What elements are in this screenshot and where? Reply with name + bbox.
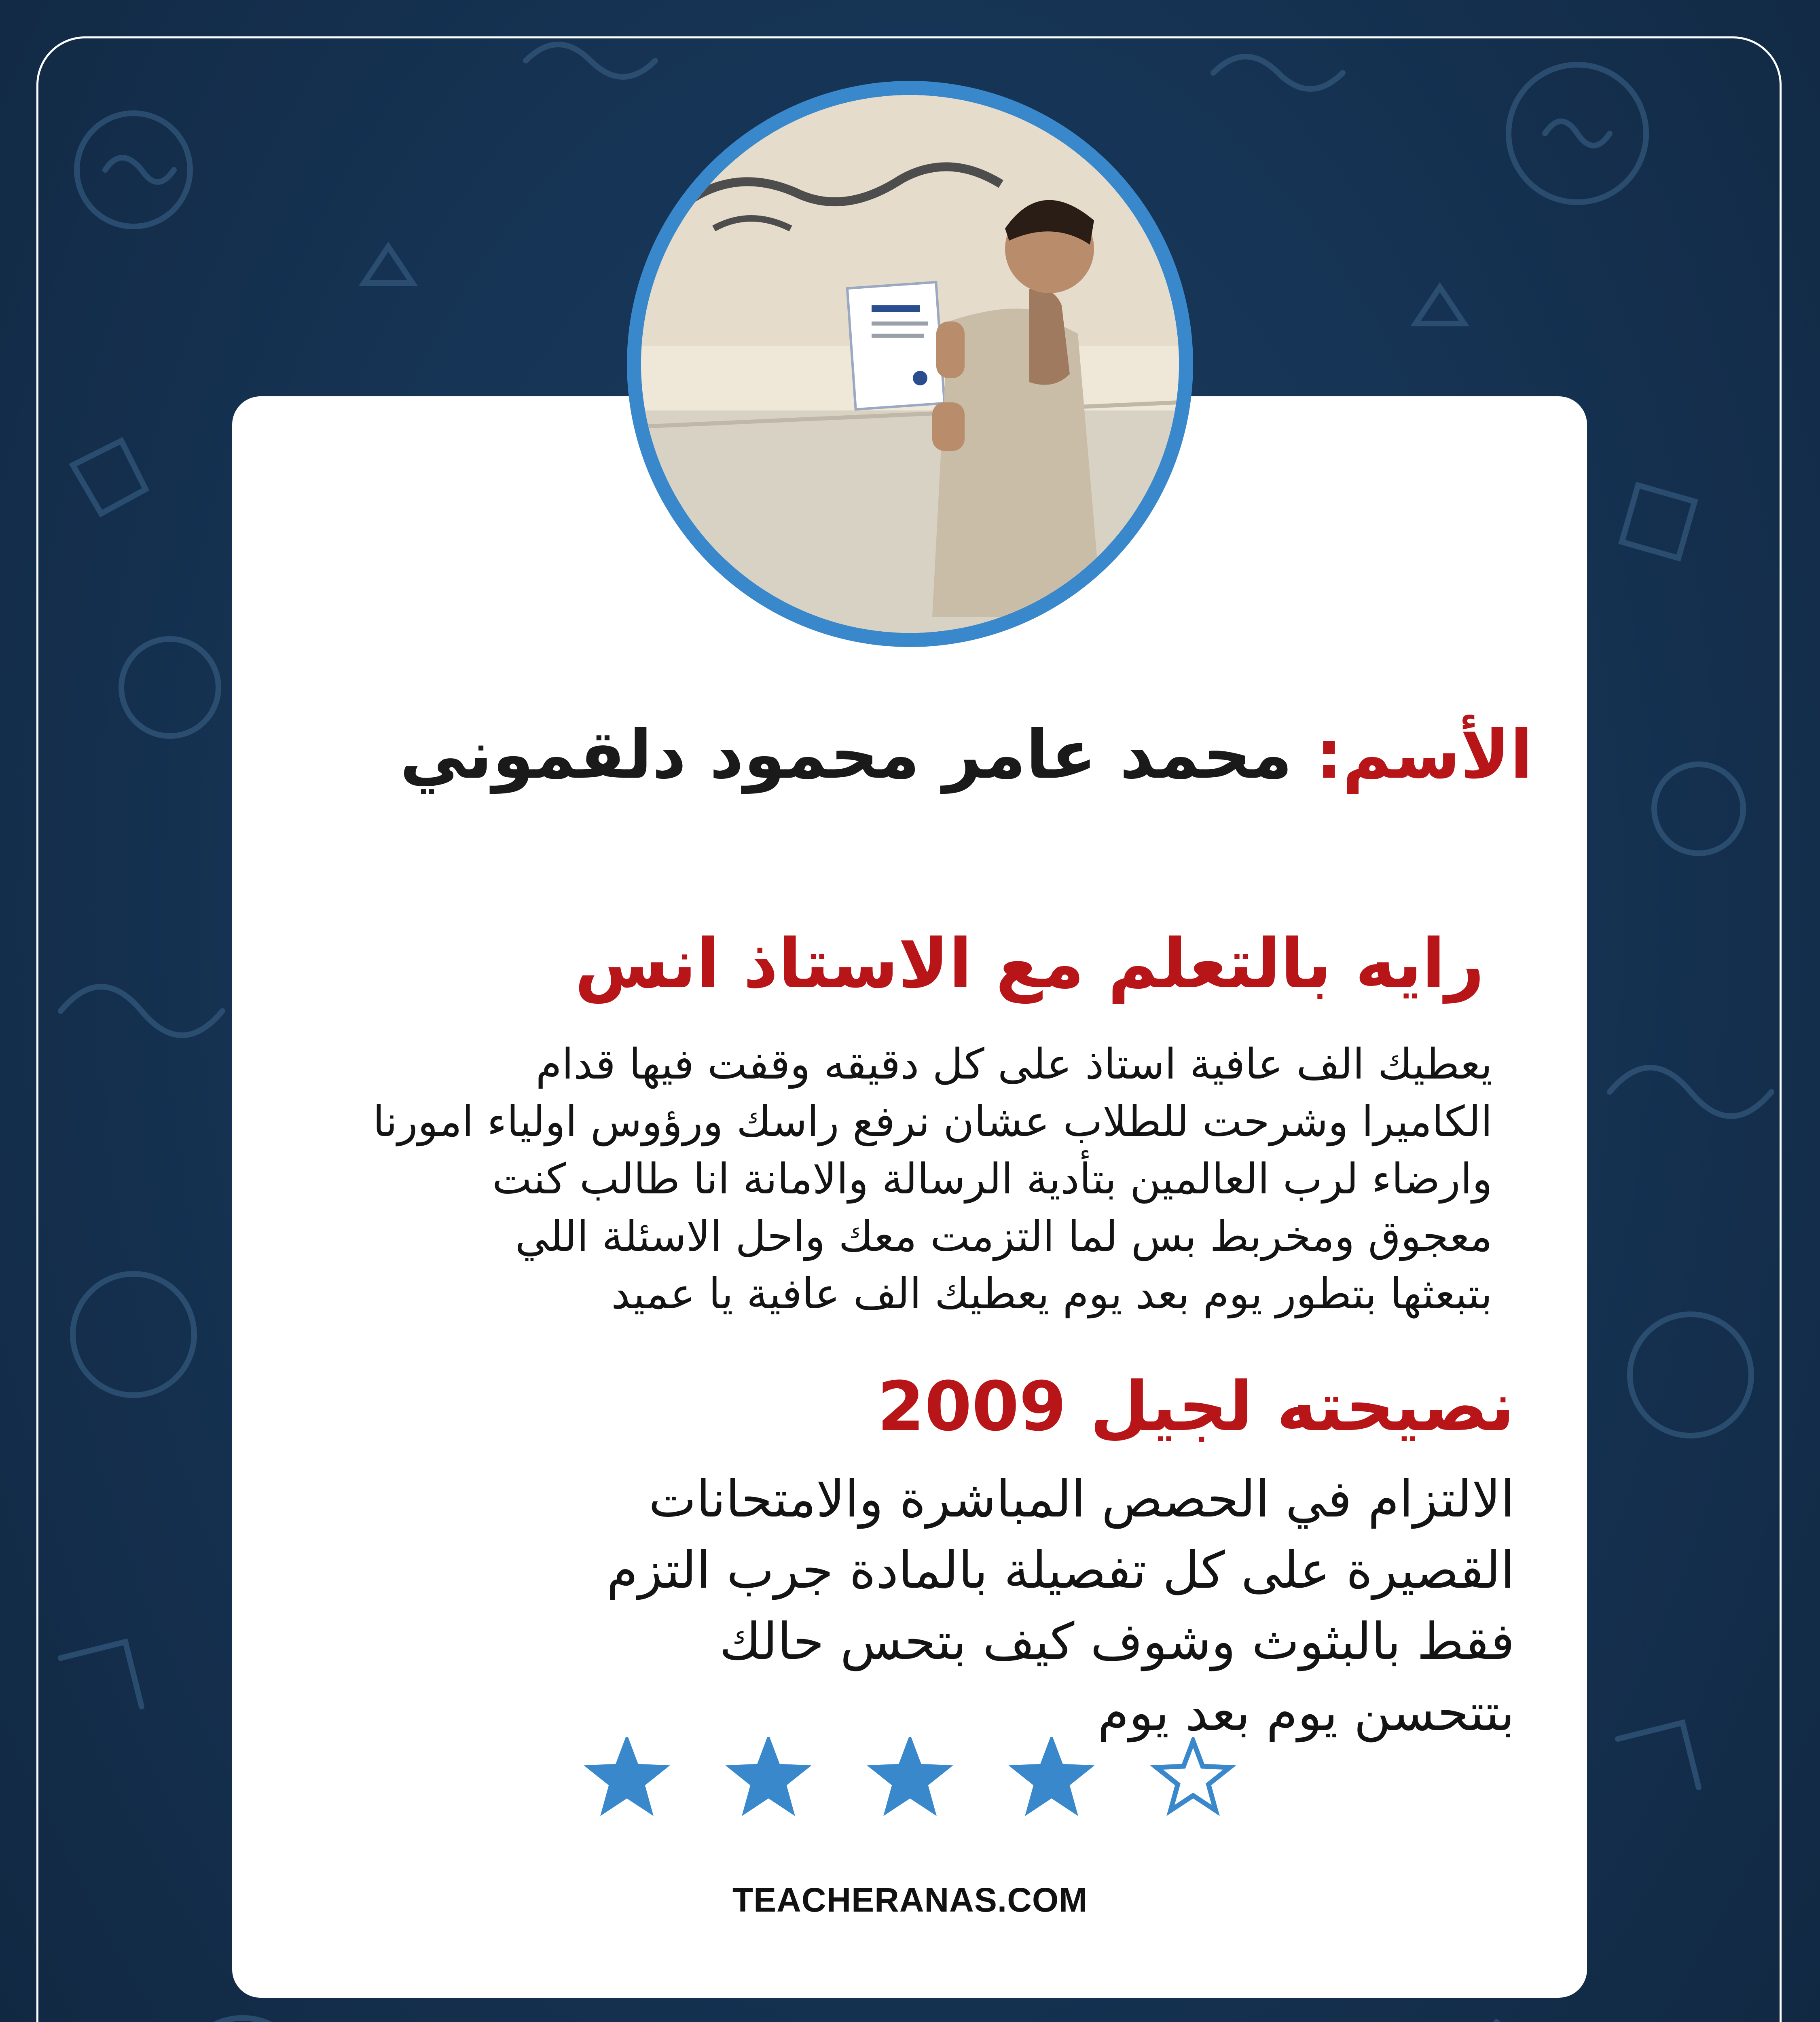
advice-line: بتتحسن يوم بعد يوم bbox=[1097, 1684, 1515, 1742]
advice-text bbox=[423, 1464, 1515, 1749]
website-url[interactable]: TEACHERANAS.COM bbox=[732, 1881, 1088, 1919]
star-icon-filled bbox=[590, 1741, 664, 1810]
star-icon-empty bbox=[1157, 1741, 1230, 1810]
star-icon-filled bbox=[732, 1741, 805, 1810]
opinion-line: معجوق ومخربط بس لما التزمت معك واحل الاسئلة اللي bbox=[515, 1212, 1492, 1261]
opinion-line: بتبعثها بتطور يوم بعد يوم يعطيك الف عافية يا عميد bbox=[611, 1269, 1492, 1318]
opinion-line: يعطيك الف عافية استاذ على كل دقيقه وقفت فيها قدام bbox=[535, 1039, 1492, 1089]
advice-line: الالتزام في الحصص المباشرة والامتحانات bbox=[648, 1470, 1515, 1529]
star-icon-filled bbox=[874, 1741, 947, 1810]
advice-line: القصيرة على كل تفصيلة بالمادة جرب التزم bbox=[606, 1541, 1515, 1600]
opinion-text bbox=[279, 1035, 1492, 1322]
student-name: محمد عامر محمود دلقموني bbox=[400, 716, 1293, 793]
star-icon-filled bbox=[1015, 1741, 1088, 1810]
student-name-line bbox=[400, 716, 1533, 793]
student-photo bbox=[641, 95, 1179, 633]
opinion-line: الكاميرا وشرحت للطلاب عشان نرفع راسك ورؤوس اولياء امورنا bbox=[372, 1097, 1492, 1146]
advice-line: فقط بالبثوث وشوف كيف بتحس حالك bbox=[719, 1612, 1515, 1671]
star-rating bbox=[582, 1737, 1238, 1818]
advice-title: نصيحته لجيل 2009 bbox=[877, 1367, 1515, 1446]
name-label: الأسم: bbox=[1315, 716, 1533, 793]
opinion-title: رايه بالتعلم مع الاستاذ انس bbox=[575, 924, 1484, 1003]
opinion-line: وارضاء لرب العالمين بتأدية الرسالة والامانة انا طالب كنت bbox=[492, 1154, 1492, 1203]
